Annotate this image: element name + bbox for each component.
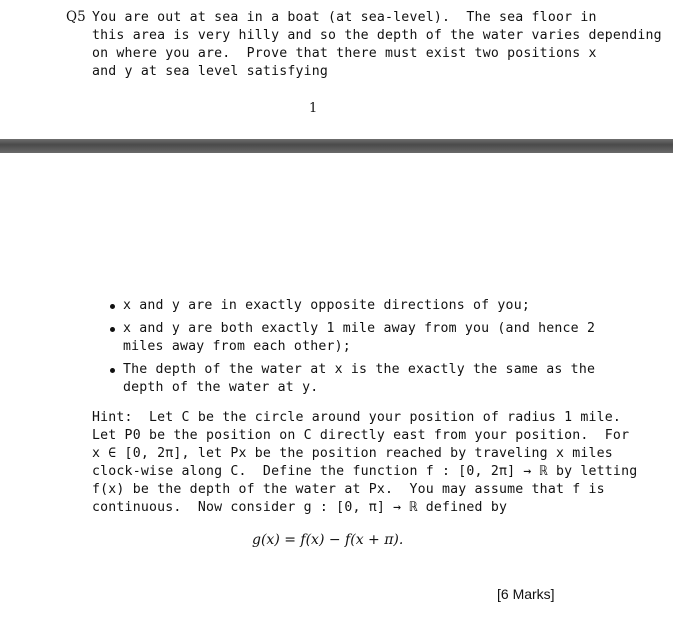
bullet-dot-2 [110,327,115,332]
question-line-4: and y at sea level satisfying [92,64,329,79]
bullet-dot-1 [110,304,115,309]
page-number: 1 [309,101,318,116]
hint-line-4: clock-wise along C. Define the function f : [0, 2π] → ℝ by letting [92,464,638,479]
hint-line-6: continuous. Now consider g : [0, π] → ℝ defined by [92,500,508,515]
bullet-3-line-2: depth of the water at y. [123,380,319,395]
hint-line-2: Let P0 be the position on C directly east from your position. For [92,428,630,443]
bullet-2-line-1: x and y are both exactly 1 mile away from you (and hence 2 [123,321,596,336]
bullet-1-line-1: x and y are in exactly opposite directions of you; [123,298,530,313]
bullet-2-line-2: miles away from each other); [123,339,351,354]
page-top [0,0,673,139]
hint-line-3: x ∈ [0, 2π], let Px be the position reached by traveling x miles [92,446,613,461]
hint-line-1: Hint: Let C be the circle around your position of radius 1 mile. [92,410,622,425]
question-line-1: You are out at sea in a boat (at sea-level). The sea floor in [92,10,597,25]
question-label: Q5 [66,9,86,25]
question-line-2: this area is very hilly and so the depth of the water varies depending [92,28,662,43]
bullet-dot-3 [110,368,115,373]
hint-line-5: f(x) be the depth of the water at Px. You may assume that f is [92,482,605,497]
equation: g(x) = f(x) − f(x + π). [252,532,404,548]
bullet-3-line-1: The depth of the water at x is the exactly the same as the [123,362,596,377]
question-line-3: on where you are. Prove that there must exist two positions x [92,46,597,61]
page-separator [0,139,673,153]
marks-label: [6 Marks] [497,586,555,602]
